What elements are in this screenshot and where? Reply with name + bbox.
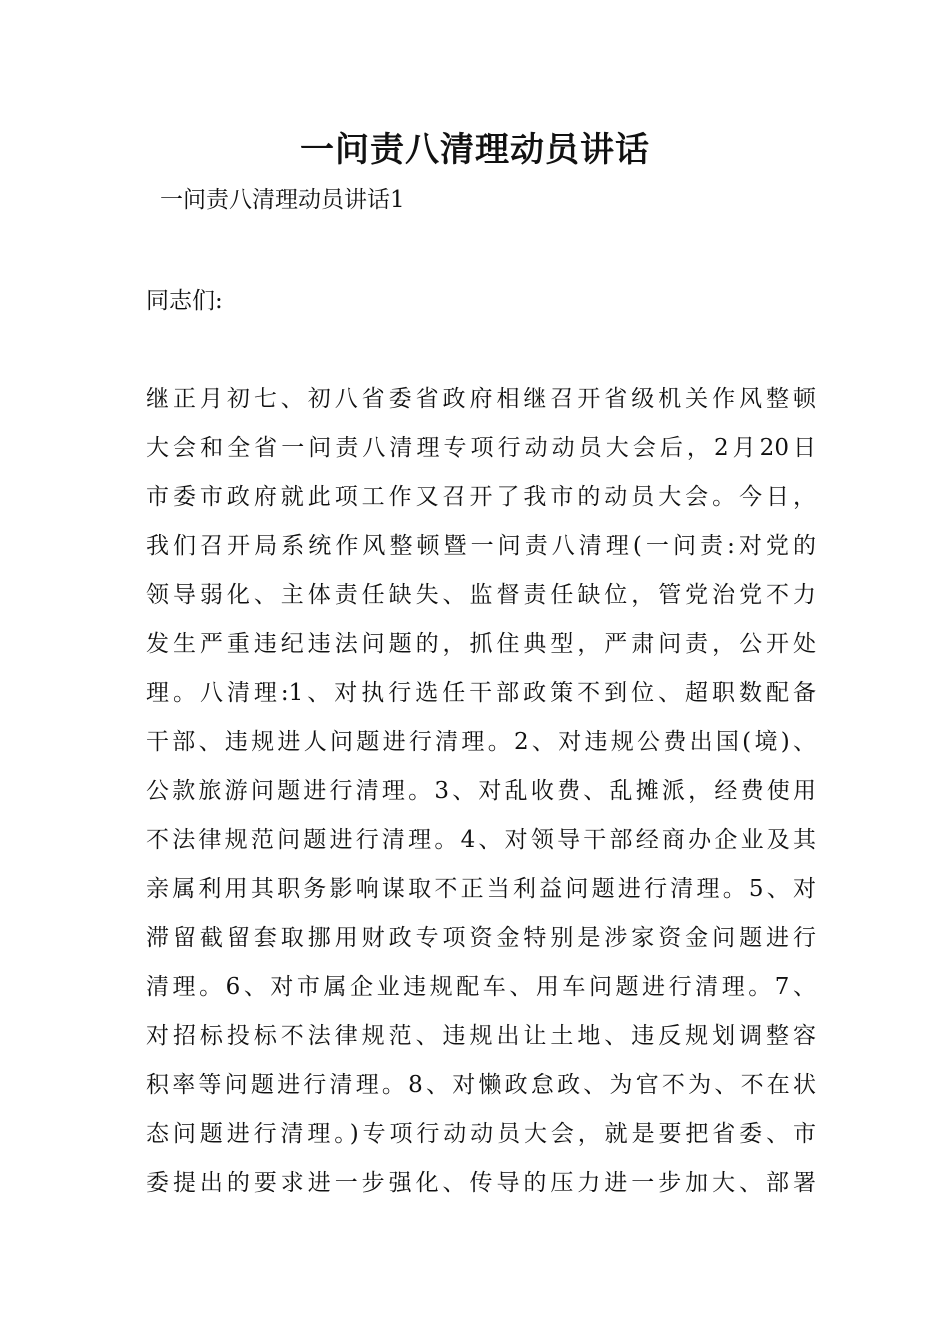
body-line: 市委市政府就此项工作又召开了我市的动员大会。今日， [146, 484, 816, 510]
body-line: 我们召开局系统作风整顿暨一问责八清理(一问责:对党的 [146, 533, 816, 559]
body-line: 领导弱化、主体责任缺失、监督责任缺位，管党治党不力 [146, 582, 816, 608]
body-line: 公款旅游问题进行清理。3、对乱收费、乱摊派，经费使用 [146, 778, 816, 804]
body-line: 大会和全省一问责八清理专项行动动员大会后，2月20日 [146, 435, 816, 461]
body-line: 发生严重违纪违法问题的，抓住典型，严肃问责，公开处 [146, 631, 816, 657]
document-title: 一问责八清理动员讲话 [300, 130, 650, 170]
body-line: 干部、违规进人问题进行清理。2、对违规公费出国(境)、 [146, 729, 816, 755]
body-line: 对招标投标不法律规范、违规出让土地、违反规划调整容 [146, 1023, 816, 1049]
body-line: 委提出的要求进一步强化、传导的压力进一步加大、部署 [146, 1170, 816, 1196]
body-line: 理。八清理:1、对执行选任干部政策不到位、超职数配备 [146, 680, 816, 706]
document-subtitle: 一问责八清理动员讲话1 [160, 187, 405, 213]
salutation: 同志们: [146, 288, 223, 314]
body-line: 亲属利用其职务影响谋取不正当利益问题进行清理。5、对 [146, 876, 816, 902]
body-line: 态问题进行清理。)专项行动动员大会，就是要把省委、市 [146, 1121, 816, 1147]
body-paragraph [146, 381, 816, 1214]
body-line: 继正月初七、初八省委省政府相继召开省级机关作风整顿 [146, 386, 816, 412]
body-line: 不法律规范问题进行清理。4、对领导干部经商办企业及其 [146, 827, 816, 853]
body-line: 积率等问题进行清理。8、对懒政怠政、为官不为、不在状 [146, 1072, 816, 1098]
body-line: 清理。6、对市属企业违规配车、用车问题进行清理。7、 [146, 974, 816, 1000]
body-line: 滞留截留套取挪用财政专项资金特别是涉家资金问题进行 [146, 925, 816, 951]
